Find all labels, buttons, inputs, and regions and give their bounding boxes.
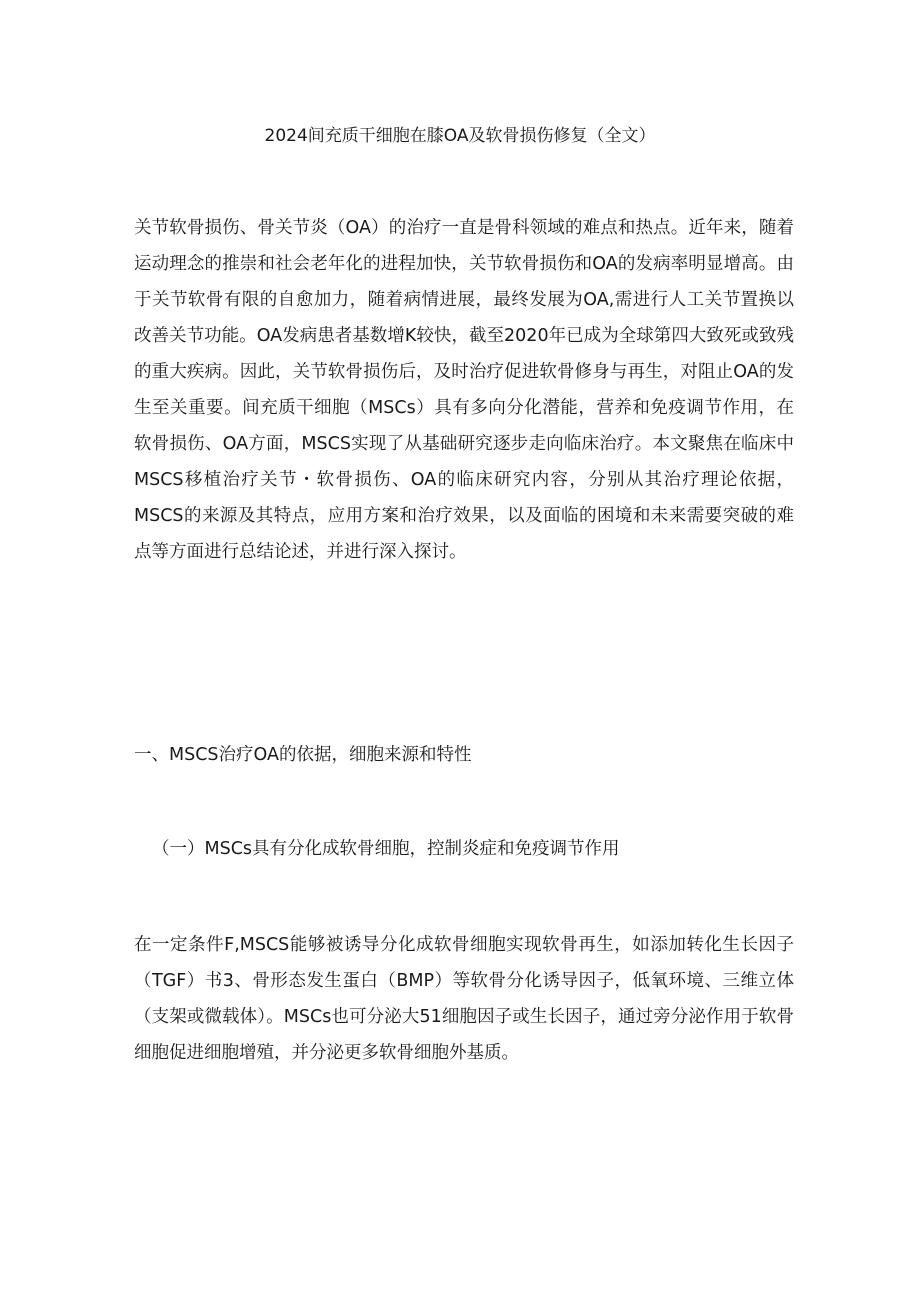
section-heading: 一、MSCS治疗OA的依据，细胞来源和特性 (134, 745, 472, 765)
document-title: 2024间充质干细胞在膝OA及软骨损伤修复（全文） (264, 126, 656, 146)
subsection-heading: （一）MSCs具有分化成软骨细胞，控制炎症和免疫调节作用 (152, 839, 620, 859)
intro-paragraph: 关节软骨损伤、骨关节炎（OA）的治疗一直是骨科领域的难点和热点。近年来，随着运动理念的推崇和社会老年化的进程加快，关节软骨损伤和OA的发病率明显增高。由于关节软骨有限的自愈加力，随着病情进展，最终发展为OA,需进行人工关节置换以改善关节功能。OA发病患者基数增K较快，截至2020年已成为全球第四大致死或致残的重大疾病。因此，关节软骨损伤后，及时治疗促进软骨修身与再生，对阻止OA的发生至关重要。间充质干细胞（MSCs）具有多向分化潜能，营养和免疫调节作用，在软骨损伤、OA方面，MSCS实现了从基础研究逐步走向临床治疗。本文聚焦在临床中MSCS移植治疗关节・软骨损伤、OA的临床研究内容，分别从其治疗理论依据，MSCS的来源及其特点，应用方案和治疗效果，以及面临的困境和未来需要突破的难点等方面进行总结论述，并进行深入探讨。 (134, 218, 794, 562)
body-paragraph: 在一定条件F,MSCS能够被诱导分化成软骨细胞实现软骨再生，如添加转化生长因子（TGF）书3、骨形态发生蛋白（BMP）等软骨分化诱导因子，低氧环境、三维立体（支架或微载体）。MSCs也可分泌大51细胞因子或生长因子，通过旁分泌作用于软骨细胞促进细胞增殖，并分泌更多软骨细胞外基质。 (134, 935, 794, 1063)
